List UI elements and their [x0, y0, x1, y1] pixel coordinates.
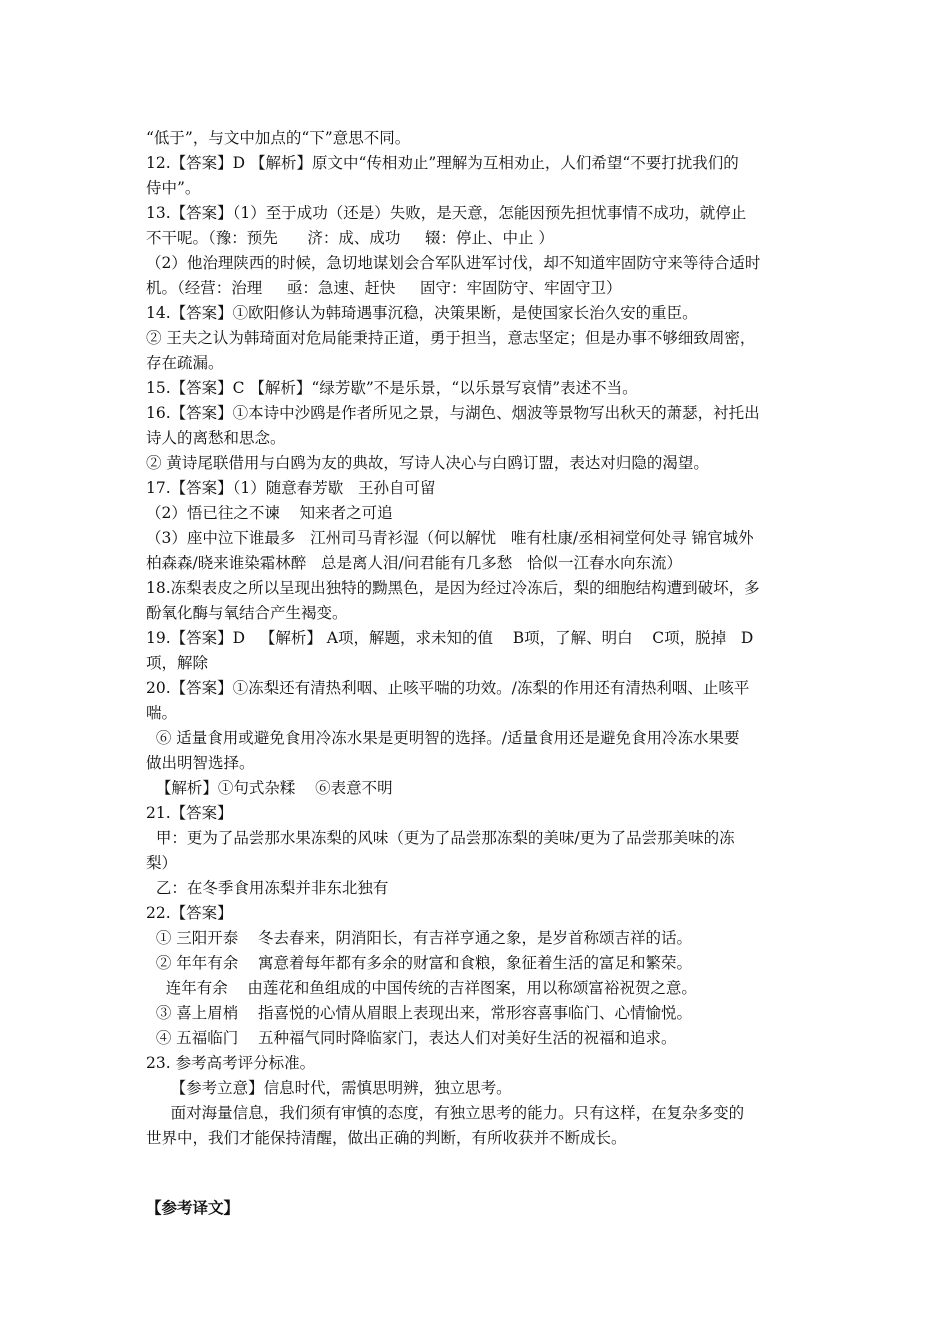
text-line: 诗人的离愁和思念。: [146, 429, 286, 447]
text-line: 23. 参考高考评分标准。: [146, 1054, 316, 1072]
text-line: 机。（经营：治理 亟：急速、赶快 固守：牢固防守、牢固守卫）: [146, 279, 622, 297]
text-line: 20.【答案】①冻梨还有清热利咽、止咳平喘的功效。/冻梨的作用还有清热利咽、止咳平: [146, 679, 750, 697]
text-line: 梨）: [146, 854, 178, 872]
text-line: ① 三阳开泰 冬去春来，阴消阳长，有吉祥亨通之象，是岁首称颂吉祥的话。: [146, 929, 692, 947]
text-line: 22.【答案】: [146, 904, 233, 922]
text-line: 喘。: [146, 704, 178, 722]
text-line: “低于”，与文中加点的“下”意思不同。: [146, 129, 411, 147]
text-line: 世界中，我们才能保持清醒，做出正确的判断，有所收获并不断成长。: [146, 1129, 627, 1147]
text-line: 柏森森/晓来谁染霜林醉 总是离人泪/问君能有几多愁 恰似一江春水向东流）: [146, 554, 683, 572]
text-line: 19.【答案】D 【解析】 A项，解题，求未知的值 B项，了解、明白 C项，脱掉 D: [146, 629, 754, 647]
text-line: ③ 喜上眉梢 指喜悦的心情从眉眼上表现出来，常形容喜事临门、心情愉悦。: [146, 1004, 692, 1022]
text-line: 甲：更为了品尝那水果冻梨的风味（更为了品尝那冻梨的美味/更为了品尝那美味的冻: [146, 829, 735, 847]
text-line: 存在疏漏。: [146, 354, 224, 372]
text-line: ② 黄诗尾联借用与白鸥为友的典故，写诗人决心与白鸥订盟，表达对归隐的渴望。: [146, 454, 709, 472]
text-line: 16.【答案】①本诗中沙鸥是作者所见之景，与湖色、烟波等景物写出秋天的萧瑟，衬托出: [146, 404, 760, 422]
text-line: ⑥ 适量食用或避免食用冷冻水果是更明智的选择。/适量食用还是避免食用冷冻水果要: [146, 729, 740, 747]
text-line: 12.【答案】D 【解析】原文中“传相劝止”理解为互相劝止，人们希望“不要打扰我们的: [146, 154, 739, 172]
text-line: ④ 五福临门 五种福气同时降临家门，表达人们对美好生活的祝福和追求。: [146, 1029, 677, 1047]
text-line: （2）悟已往之不谏 知来者之可追: [146, 504, 393, 522]
text-line: 14.【答案】①欧阳修认为韩琦遇事沉稳，决策果断，是使国家长治久安的重臣。: [146, 304, 698, 322]
text-line: ② 年年有余 寓意着每年都有多余的财富和食粮，象征着生活的富足和繁荣。: [146, 954, 692, 972]
text-line: 【解析】①句式杂糅 ⑥表意不明: [146, 779, 393, 797]
text-line: 【参考立意】信息时代，需慎思明辨，独立思考。: [146, 1079, 512, 1097]
text-line: 项，解除: [146, 654, 209, 672]
text-line: 18.冻梨表皮之所以呈现出独特的黝黑色，是因为经过冷冻后，梨的细胞结构遭到破坏，多: [146, 579, 760, 597]
text-line: 乙：在冬季食用冻梨并非东北独有: [146, 879, 389, 897]
text-line: 不干呢。（豫：预先 济：成、成功 辍：停止、中止 ）: [146, 229, 554, 247]
text-line: 17.【答案】（1）随意春芳歇 王孙自可留: [146, 479, 436, 497]
text-line: 侍中”。: [146, 179, 201, 197]
text-line: （3）座中泣下谁最多 江州司马青衫湿（何以解忧 唯有杜康/丞相祠堂何处寻 锦官城外: [146, 529, 754, 547]
text-line: 连年有余 由莲花和鱼组成的中国传统的吉祥图案，用以称颂富裕祝贺之意。: [146, 979, 697, 997]
text-line: （2）他治理陕西的时候，急切地谋划会合军队进军讨伐，却不知道牢固防守来等待合适时: [146, 254, 761, 272]
text-line: 酚氧化酶与氧结合产生褐变。: [146, 604, 348, 622]
text-line: 面对海量信息，我们须有审慎的态度，有独立思考的能力。只有这样，在复杂多变的: [146, 1104, 745, 1122]
text-line: 13.【答案】（1）至于成功（还是）失败，是天意，怎能因预先担忧事情不成功，就停止: [146, 204, 747, 222]
text-line: ② 王夫之认为韩琦面对危局能秉持正道，勇于担当，意志坚定；但是办事不够细致周密，: [146, 329, 756, 347]
section-heading: 【参考译文】: [146, 1198, 240, 1217]
text-line: 21.【答案】: [146, 804, 233, 822]
text-line: 做出明智选择。: [146, 754, 255, 772]
text-line: 15.【答案】C 【解析】“绿芳歇”不是乐景，“以乐景写哀情”表述不当。: [146, 379, 638, 397]
